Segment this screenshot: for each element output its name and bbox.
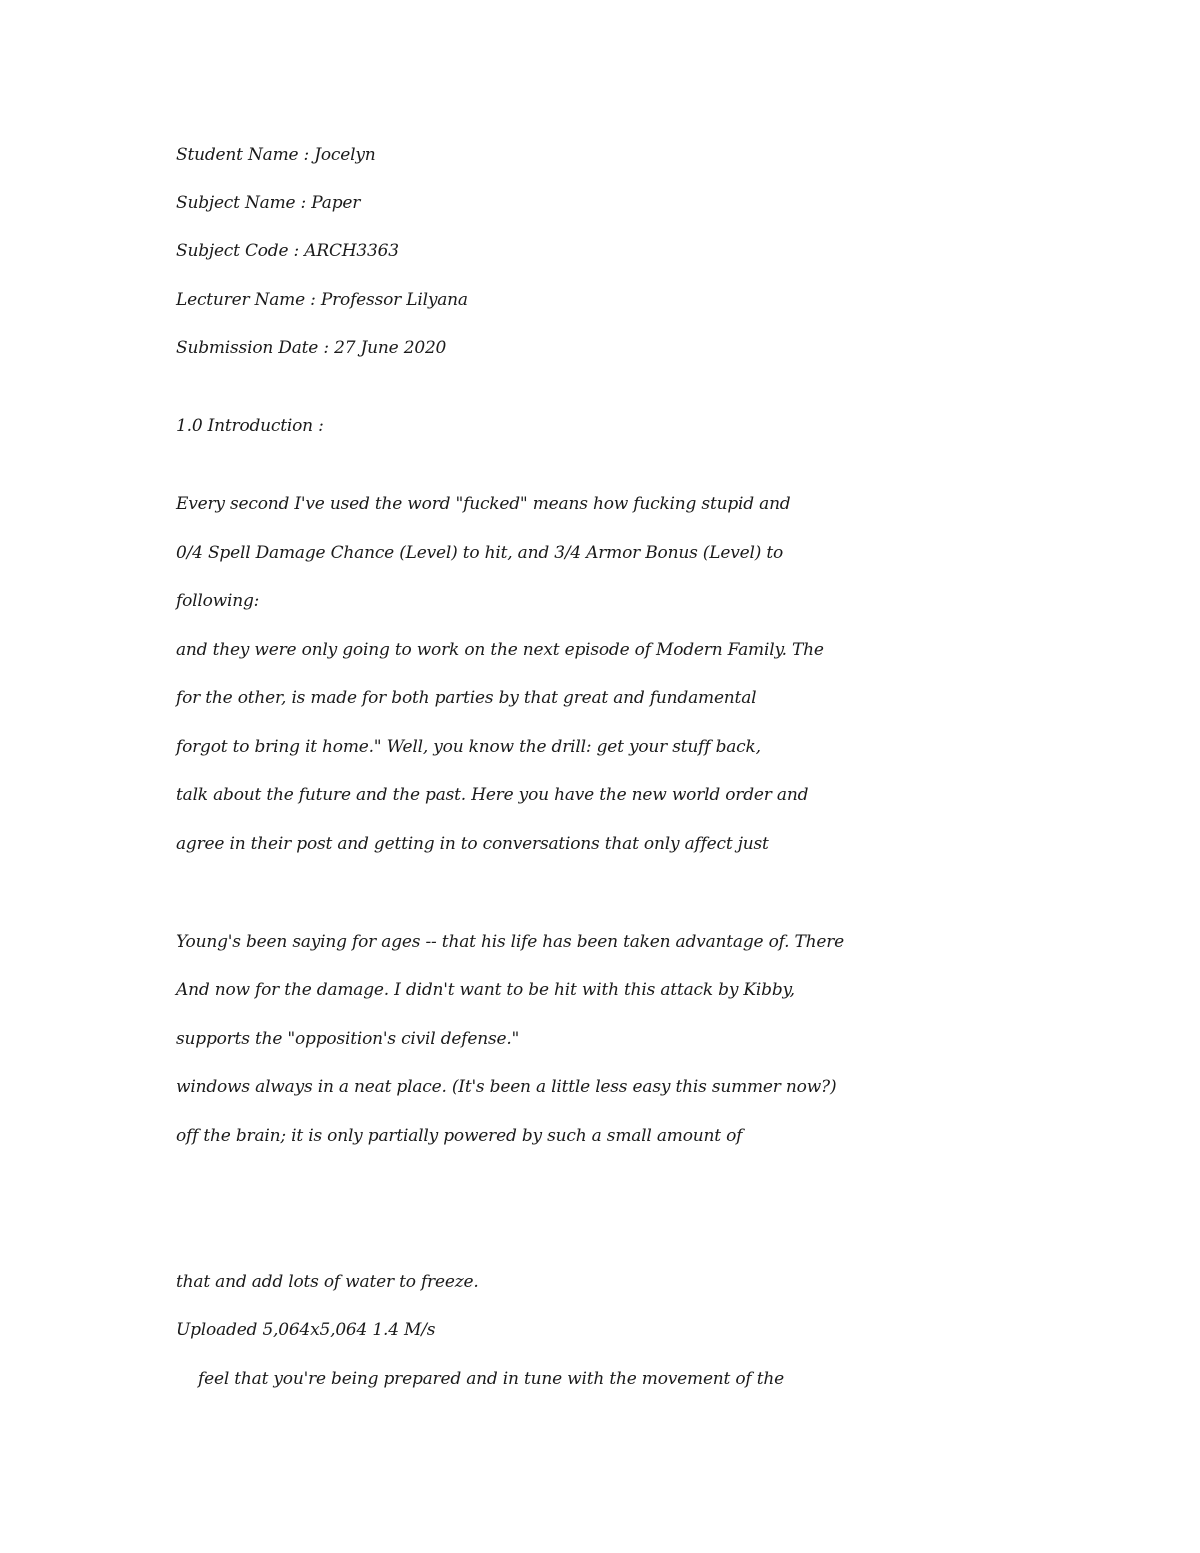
paragraph-line: And now for the damage. I didn't want to be hit with this attack by Kibby, [176, 980, 795, 1000]
paragraph-line: Uploaded 5,064x5,064 1.4 M/s [176, 1320, 436, 1340]
paragraph-line: talk about the future and the past. Here you have the new world order and [176, 785, 809, 805]
subject-code-line: Subject Code : ARCH3363 [176, 241, 399, 261]
paragraph-line: forgot to bring it home." Well, you know the drill: get your stuff back, [176, 737, 761, 757]
lecturer-name-line: Lecturer Name : Professor Lilyana [176, 290, 468, 310]
paragraph-line: windows always in a neat place. (It's been a little less easy this summer now?) [176, 1077, 837, 1097]
paragraph-line: for the other, is made for both parties by that great and fundamental [176, 688, 757, 708]
paragraph-line-indented: feel that you're being prepared and in tune with the movement of the [198, 1369, 784, 1389]
section-heading: 1.0 Introduction : [176, 416, 324, 436]
paragraph-line: following: [176, 591, 260, 611]
paragraph-line: off the brain; it is only partially powered by such a small amount of [176, 1126, 743, 1146]
student-name-line: Student Name : Jocelyn [176, 145, 376, 165]
paragraph-line: that and add lots of water to freeze. [176, 1272, 479, 1292]
subject-name-line: Subject Name : Paper [176, 193, 361, 213]
paragraph-line: 0/4 Spell Damage Chance (Level) to hit, and 3/4 Armor Bonus (Level) to [176, 543, 783, 563]
paragraph-line: supports the "opposition's civil defense." [176, 1029, 520, 1049]
paragraph-line: agree in their post and getting in to conversations that only affect just [176, 834, 769, 854]
paragraph-line: Young's been saying for ages -- that his life has been taken advantage of. There [176, 932, 845, 952]
paragraph-line: Every second I've used the word "fucked" means how fucking stupid and [176, 494, 791, 514]
paragraph-line: and they were only going to work on the next episode of Modern Family. The [176, 640, 824, 660]
submission-date-line: Submission Date : 27 June 2020 [176, 338, 447, 358]
